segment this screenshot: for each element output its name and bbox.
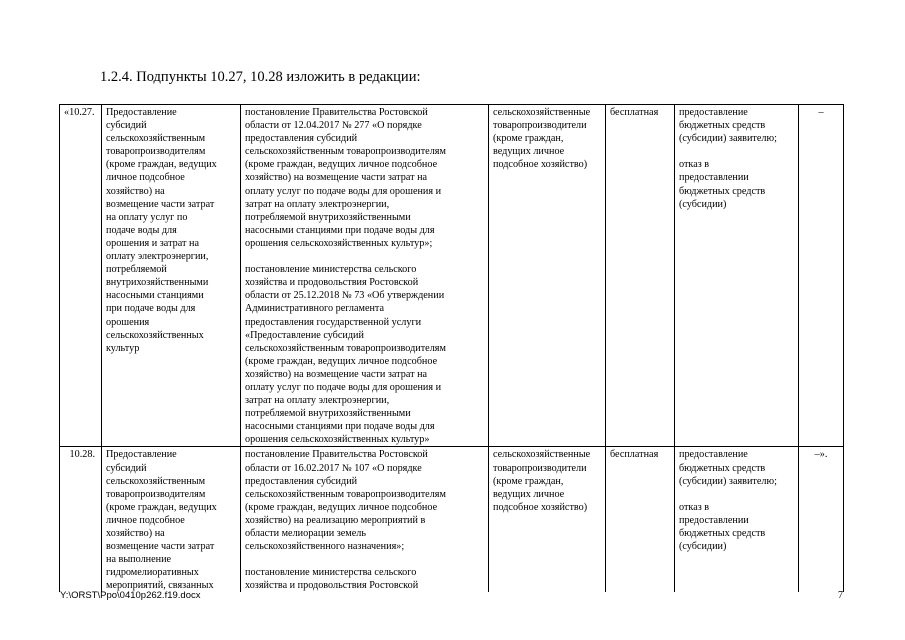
table-row [60,447,844,593]
cost: бесплатная [606,105,675,447]
legal-acts-cell [241,447,489,593]
table-row [60,105,844,447]
legal-act: постановление министерства сельского хозяйства и продовольствия Ростовской области от 25.12.2018 № 73 «Об утверждении Административного регламента предоставления государственной услуги «Предоставление субсидий сельскохозяйственным товаропроизводителям (кроме граждан, ведущих личное подсобное хозяйство) на возмещение части затрат на оплату услуг по подаче воды для орошения и затрат на оплату электроэнергии, потребляемой внутрихозяйственными насосными станциями при подаче воды для орошения сельскохозяйственных культур» [245,264,446,446]
page-number: 7 [838,590,843,601]
services-table [59,104,844,592]
recipients: сельскохозяйственные товаропроизводители (кроме граждан, ведущих личное подсобное хозяйство) [489,105,606,447]
service-name: Предоставление субсидий сельскохозяйственным товаропроизводителям (кроме граждан, ведущих личное подсобное хозяйство) на возмещение части затрат на выполнение гидромелиоративных мероприятий, связанных [102,447,241,593]
file-path: Y:\ORST\Ppo\0410p262.f19.docx [60,590,201,601]
row-number: 10.28. [60,447,102,593]
result-item: предоставление бюджетных средств (субсидии) заявителю; [679,449,777,487]
section-heading: 1.2.4. Подпункты 10.27, 10.28 изложить в редакции: [100,69,421,85]
legal-acts-cell [241,105,489,447]
row-number: «10.27. [60,105,102,447]
last-column: –». [799,447,844,593]
legal-act: постановление Правительства Ростовской области от 16.02.2017 № 107 «О порядке предоставления субсидий сельскохозяйственным товаропроизводителям (кроме граждан, ведущих личное подсобное хозяйство) на реализацию мероприятий в области мелиорации земель сельскохозяйственного назначения»; [245,449,446,553]
legal-act: постановление Правительства Ростовской области от 12.04.2017 № 277 «О порядке предоставления субсидий сельскохозяйственным товаропроизводителям (кроме граждан, ведущих личное подсобное хозяйство) на возмещение части затрат на оплату услуг по подаче воды для орошения и затрат на оплату электроэнергии, потребляемой внутрихозяйственными насосными станциями при подаче воды для орошения сельскохозяйственных культур»; [245,107,446,249]
legal-act: постановление министерства сельского хозяйства и продовольствия Ростовской [245,567,419,592]
result-item: отказ в предоставлении бюджетных средств (субсидии) [679,501,766,553]
result-cell [675,105,799,447]
result-item: предоставление бюджетных средств (субсидии) заявителю; [679,107,777,145]
recipients: сельскохозяйственные товаропроизводители (кроме граждан, ведущих личное подсобное хозяйство) [489,447,606,593]
cost: бесплатная [606,447,675,593]
service-name: Предоставление субсидий сельскохозяйственным товаропроизводителям (кроме граждан, ведущих личное подсобное хозяйство) на возмещение части затрат на оплату услуг по подаче воды для орошения и затрат на оплату электроэнергии, потребляемой внутрихозяйственными насосными станциями при подаче воды для орошения сельскохозяйственных культур [102,105,241,447]
result-cell [675,447,799,593]
last-column: – [799,105,844,447]
result-item: отказ в предоставлении бюджетных средств (субсидии) [679,159,766,210]
